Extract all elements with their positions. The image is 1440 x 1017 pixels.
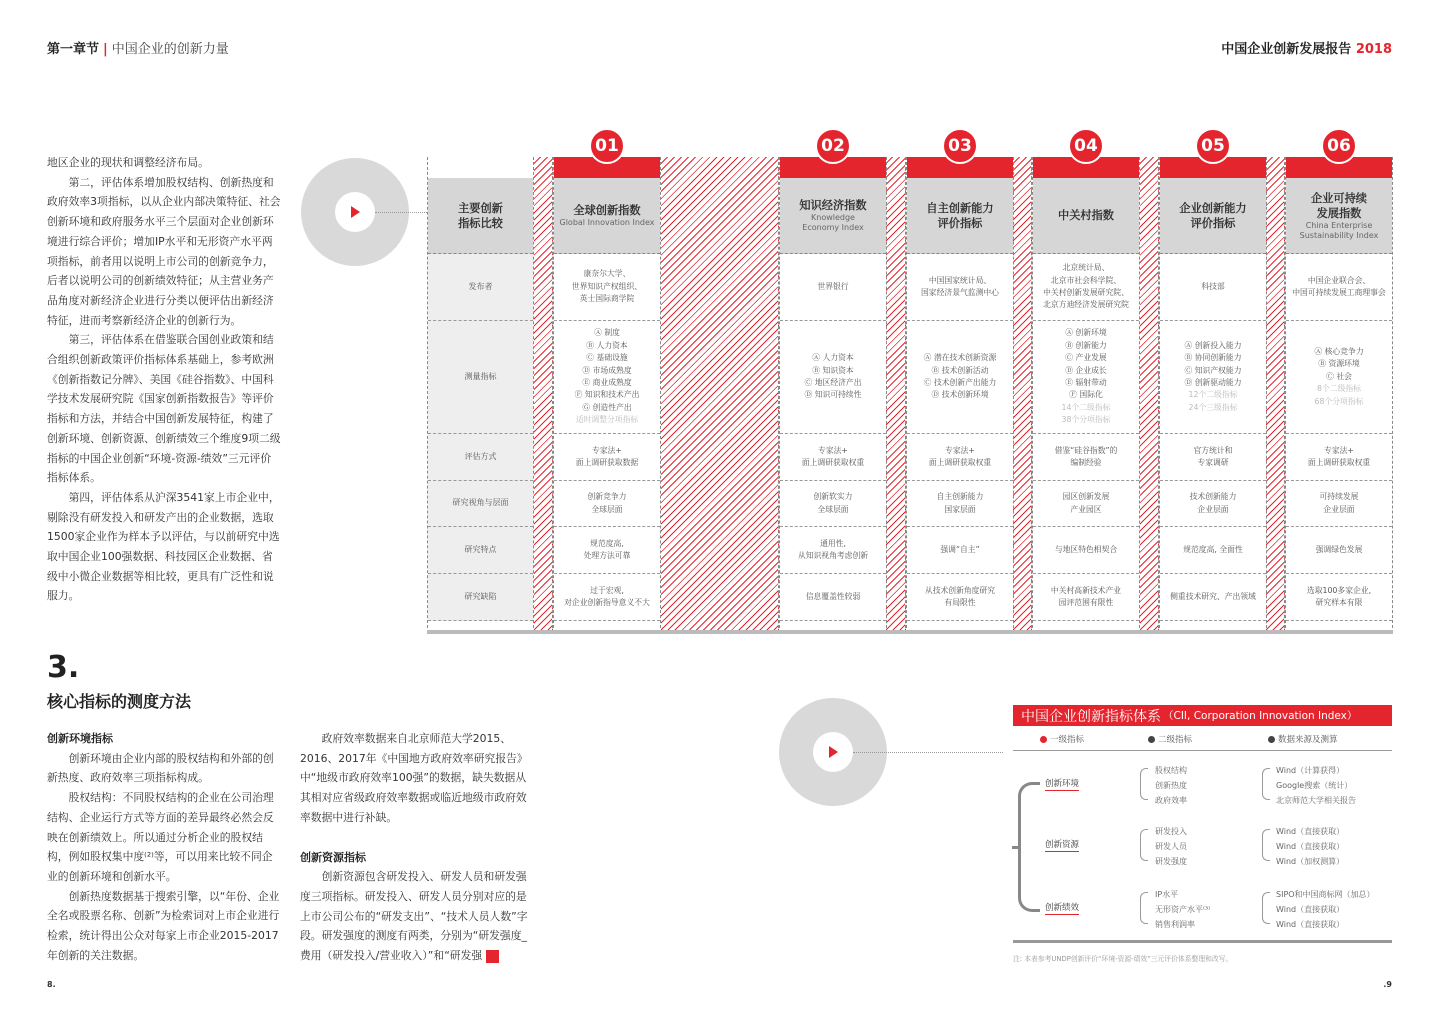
level1-indicator: 创新绩效	[1045, 903, 1080, 913]
measure-item: Ⓖ 创造性产出	[582, 402, 632, 412]
section3-col1	[47, 729, 281, 965]
index-number-badge: 05	[1195, 128, 1231, 164]
method-cell	[907, 434, 1013, 481]
main-bracket	[1018, 782, 1040, 912]
index-title-cell	[907, 178, 1013, 254]
measure-item: Ⓑ 知识资本	[812, 365, 854, 375]
index-title: 企业创新能力	[1179, 201, 1247, 215]
measure-item: Ⓒ 地区经济产出	[804, 378, 862, 387]
measure-item: Ⓒ 知识产权能力	[1184, 365, 1242, 375]
cell-line: 中国企业联合会、	[1307, 275, 1371, 285]
hatched-gap	[534, 157, 553, 633]
cell-line: 处理方法可靠	[583, 551, 631, 560]
cell-line: 侧重技术研究、产出领域	[1170, 591, 1256, 601]
row-label-column	[427, 157, 534, 633]
level2-item: 政府效率	[1155, 796, 1187, 805]
method-cell	[780, 434, 886, 481]
legend-source	[1268, 733, 1338, 745]
legend-level2	[1148, 733, 1192, 745]
legend-label: 二级指标	[1158, 735, 1193, 745]
cell-line: 研究样本有限	[1315, 598, 1363, 607]
publisher-cell	[1286, 254, 1392, 321]
level2-item: 股权结构	[1155, 766, 1187, 775]
measure-item: Ⓕ 知识和技术产出	[574, 390, 640, 400]
publisher-cell	[1160, 254, 1266, 321]
cell-line: 对企业创新指导意义不大	[564, 598, 650, 607]
index-title: 评价指标	[1190, 216, 1236, 230]
index-column	[1285, 157, 1393, 633]
play-icon	[351, 206, 360, 218]
source-list	[1276, 824, 1344, 869]
row-label	[428, 574, 533, 621]
index-title-cell	[1160, 178, 1266, 254]
measure-item: Ⓑ 资源环境	[1318, 359, 1360, 369]
cell-line: 过于宏观,	[590, 585, 624, 595]
index-title-en: Global Innovation Index	[559, 218, 655, 227]
connector-line	[853, 752, 1003, 753]
level2-item: 研发强度	[1155, 857, 1187, 866]
index-title: 自主创新能力	[926, 201, 994, 215]
method-cell	[1033, 434, 1139, 481]
measure-item: Ⓐ 潜在技术创新资源	[923, 353, 997, 363]
level2-bracket	[1140, 892, 1148, 924]
cii-title-en: （CII, Corporation Innovation Index）	[1163, 710, 1358, 722]
cell-line: 企业层面	[1323, 504, 1355, 514]
perspective-cell	[554, 481, 660, 527]
cell-line: 北京统计局、	[1062, 263, 1110, 273]
measure-item: Ⓒ 社会	[1326, 371, 1352, 381]
subheading-environment: 创新环境指标	[47, 732, 113, 745]
measure-item: Ⓑ 创新能力	[1065, 340, 1107, 350]
chapter-header	[47, 38, 229, 57]
level2-bracket	[1140, 768, 1148, 800]
cell-line: 北京市社会科学院、	[1050, 275, 1122, 285]
index-number-badge: 01	[589, 128, 625, 164]
source-item: Wind（直接获取）	[1276, 842, 1345, 851]
defect-cell	[1160, 574, 1266, 621]
legend-label: 一级指标	[1050, 735, 1085, 745]
cell-line: 规范度高,	[590, 538, 624, 548]
cell-line: 编制经验	[1070, 458, 1102, 467]
red-dot-icon	[1040, 736, 1047, 743]
section-title: 核心指标的测度方法	[47, 692, 192, 711]
source-item: Wind（直接获取）	[1276, 827, 1345, 836]
cell-line: 发布者	[468, 281, 493, 291]
dark-dot-icon	[1148, 736, 1155, 743]
bracket-tip	[1012, 846, 1018, 849]
measure-note: 12个二级指标	[1188, 390, 1238, 400]
measures-cell	[554, 321, 660, 434]
level2-item: 研发人员	[1155, 842, 1187, 851]
cell-line: 强调“自主”	[940, 544, 980, 554]
source-bracket	[1262, 829, 1270, 861]
feature-cell	[780, 527, 886, 574]
cell-line: 借鉴“硅谷指数”的	[1054, 445, 1118, 455]
level2-list	[1155, 887, 1210, 932]
publisher-cell	[780, 254, 886, 321]
feature-cell	[1286, 527, 1392, 574]
hatched-gap	[661, 157, 779, 633]
paragraph: 第四，评估体系从沪深3541家上市企业中，剔除没有研发投入和研发产出的企业数据，选取1500家企业作为样本予以评估，与以前研究中选取中国企业100强数据、科技园区企业数据、省级中小微企业数据等相比较，更具有广泛性和说服力。	[47, 490, 280, 603]
level2-item: 研发投入	[1155, 827, 1187, 836]
source-item: Google搜索（统计）	[1276, 781, 1353, 790]
index-title-en: Sustainability Index	[1299, 230, 1379, 240]
cell-line: 面上调研获取数据	[575, 458, 639, 467]
index-column	[906, 157, 1014, 633]
measure-item: Ⓐ 人力资本	[812, 353, 854, 363]
index-number-badge: 02	[815, 128, 851, 164]
index-title-cell	[1286, 178, 1392, 254]
measures-cell	[1033, 321, 1139, 434]
level2-bracket	[1140, 829, 1148, 861]
chapter-label: 第一章节	[47, 42, 100, 57]
footnote: 注: 本表参考UNDP创新评价“环境-资源-绩效”三元评价体系整理和改写。	[1013, 955, 1233, 963]
index-title-cell	[554, 178, 660, 254]
level2-list	[1155, 824, 1187, 869]
section3-col2	[300, 729, 534, 966]
report-year: 2018	[1355, 42, 1392, 57]
row-label	[428, 254, 533, 321]
source-item: SIPO和中国商标网（加总）	[1276, 890, 1375, 899]
cell-line: 面上调研获取权重	[801, 458, 865, 467]
measure-item: Ⓑ 技术创新活动	[931, 365, 989, 375]
cell-line: 评估方式	[464, 451, 497, 461]
index-title-en: China Enterprise	[1305, 220, 1373, 230]
play-button[interactable]	[335, 192, 375, 232]
paragraph: 创新资源包含研发投入、研发人员和研发强度三项指标。研发投入、研发人员分别对应的是上市公司公布的“研发支出”、“技术人员人数”字段。研发强度的测度有两类，分别为“研发强度_费用（研发投入/营业收入）”和“研发强	[300, 870, 528, 963]
row-header-line: 指标比较	[458, 216, 503, 230]
method-cell	[554, 434, 660, 481]
index-title-cell	[1033, 178, 1139, 254]
perspective-cell	[1286, 481, 1392, 527]
measures-cell	[907, 321, 1013, 434]
index-title: 中关村指数	[1058, 209, 1114, 222]
source-item: Wind（计算获得）	[1276, 766, 1345, 775]
play-icon	[829, 746, 838, 758]
measure-note: 14个二级指标	[1061, 402, 1111, 412]
row-label	[428, 481, 533, 527]
cell-line: 北京方迪经济发展研究院	[1043, 300, 1129, 310]
cell-line: 世界知识产权组织、	[571, 281, 643, 291]
feature-cell	[554, 527, 660, 574]
level2-item: 创新热度	[1155, 781, 1187, 790]
source-item: Wind（直接获取）	[1276, 920, 1345, 929]
perspective-cell	[780, 481, 886, 527]
level2-item: 销售利润率	[1155, 920, 1195, 929]
paragraph: 政府效率数据来自北京师范大学2015、2016、2017年《中国地方政府效率研究报告》中“地级市政府效率100强”的数据，缺失数据从其相对应省级政府效率数据或临近地级市政府效率数据中进行补缺。	[300, 732, 528, 824]
cell-line: 可持续发展	[1319, 492, 1359, 502]
cell-line: 园评范围有限性	[1058, 598, 1114, 607]
index-title: 评价指标	[937, 216, 983, 230]
index-title: 全球创新指数	[573, 204, 641, 217]
cell-line: 世界银行	[817, 281, 849, 291]
cell-line: 全球层面	[591, 504, 623, 514]
measure-item: Ⓓ 企业成长	[1065, 365, 1107, 375]
legend-rule	[1013, 750, 1392, 751]
cii-title-bar	[1013, 705, 1392, 726]
measure-item: Ⓐ 制度	[594, 328, 620, 338]
cell-line: 面上调研获取权重	[928, 458, 992, 467]
perspective-cell	[907, 481, 1013, 527]
left-text-column	[47, 153, 281, 606]
measure-note: 8个二级指标	[1317, 384, 1361, 394]
paragraph: 第三，评估体系在借鉴联合国创业政策和结合组织创新政策评价指标体系基础上，参考欧洲《创新指数记分牌》、美国《硅谷指数》、中国科学技术发展研究院《国家创新指数报告》等评价指标和方法，并结合中国创新发展特征，构建了创新环境、创新资源、创新绩效三个维度9项二级指标的中国企业创新“环境-资源-绩效”三元评价指标体系。	[47, 333, 281, 485]
cell-line: 全球层面	[817, 504, 849, 514]
index-title: 发展指数	[1316, 206, 1362, 220]
paragraph: 创新热度数据基于搜索引擎，以“年份、企业全名或股票名称、创新”为检索词对上市企业进行检索，统计得出公众对每家上市企业2015-2017年创新的关注数据。	[47, 889, 280, 962]
page-number-left: 8.	[47, 980, 56, 989]
cell-line: 从技术创新角度研究	[924, 585, 996, 595]
measure-item: Ⓐ 创新投入能力	[1184, 340, 1242, 350]
cell-line: 康奈尔大学、	[583, 269, 631, 279]
index-number-badge: 03	[942, 128, 978, 164]
hatched-gap	[1013, 157, 1032, 633]
defect-cell	[1033, 574, 1139, 621]
cell-line: 中国国家统计局、	[928, 275, 992, 285]
level2-list	[1155, 763, 1187, 808]
source-bracket	[1262, 768, 1270, 800]
cell-line: 研究缺陷	[464, 591, 497, 601]
feature-cell	[1160, 527, 1266, 574]
measure-item: Ⓔ 商业成熟度	[582, 378, 632, 387]
source-list	[1276, 887, 1375, 932]
hatched-gap	[1266, 157, 1285, 633]
source-list	[1276, 763, 1356, 808]
dark-dot-icon	[1268, 736, 1275, 743]
cell-line: 国家经济景气监测中心	[921, 288, 999, 297]
index-title-en: Economy Index	[802, 223, 864, 232]
chapter-subtitle: 中国企业的创新力量	[111, 42, 229, 57]
defect-cell	[780, 574, 886, 621]
level2-item: 无形资产水平⁽³⁾	[1155, 905, 1211, 914]
measure-note: 24个三级指标	[1188, 402, 1238, 412]
source-bracket	[1262, 892, 1270, 924]
index-title-en: Knowledge	[811, 213, 855, 222]
hatched-gap	[886, 157, 906, 633]
source-item: Wind（直接获取）	[1276, 905, 1345, 914]
feature-cell	[1033, 527, 1139, 574]
cell-line: 中国可持续发展工商理事会	[1292, 288, 1386, 297]
measure-note: 38个分项指标	[1061, 415, 1111, 425]
cell-line: 选取100多家企业,	[1306, 585, 1372, 595]
cell-line: 科技部	[1201, 281, 1225, 291]
measures-cell	[1286, 321, 1392, 434]
cell-line: 与地区特色相契合	[1054, 544, 1118, 554]
row-label	[428, 434, 533, 481]
row-header-line: 主要创新	[458, 201, 503, 215]
level2-item: IP水平	[1155, 890, 1179, 899]
index-number-badge: 06	[1321, 128, 1357, 164]
measure-item: Ⓕ 国际化	[1069, 390, 1103, 400]
cell-line: 创新软实力	[813, 492, 853, 502]
measure-item: Ⓒ 基础设施	[586, 353, 628, 363]
index-title-cell	[780, 178, 886, 254]
measure-item: Ⓑ 协同创新能力	[1184, 353, 1242, 363]
cell-line: 有局限性	[944, 598, 976, 607]
cell-line: 研究视角与层面	[452, 498, 509, 508]
perspective-cell	[1160, 481, 1266, 527]
cell-line: 专家法+	[945, 445, 975, 455]
level1-indicator: 创新环境	[1045, 779, 1080, 789]
defect-cell	[1286, 574, 1392, 621]
row-label	[428, 527, 533, 574]
cell-line: 通用性,	[820, 538, 846, 548]
defect-cell	[554, 574, 660, 621]
cell-line: 专家法+	[592, 445, 622, 455]
perspective-cell	[1033, 481, 1139, 527]
cell-line: 创新竞争力	[587, 492, 627, 502]
index-title: 企业可持续	[1311, 191, 1367, 205]
cell-line: 专家法+	[818, 445, 848, 455]
paragraph: 第二，评估体系增加股权结构、创新热度和政府效率3项指标，以从企业内部决策特征、社会创新环境和政府服务水平三个层面对企业创新环境进行综合评价；增加IP水平和无形资产水平两项指标，前者用以说明上市公司的创新竞争力，后者以说明公司的创新绩效特征；从主营业务产品角度对新经济企业进行分类以便评估出新经济特征，进而考察新经济企业的创新行为。	[47, 175, 281, 327]
cell-line: 从知识视角考虑创新	[797, 551, 869, 560]
cii-title: 中国企业创新指标体系	[1021, 708, 1161, 725]
feature-cell	[907, 527, 1013, 574]
index-number-badge: 04	[1068, 128, 1104, 164]
measure-item: Ⓓ 市场成熟度	[582, 365, 632, 375]
measures-cell	[1160, 321, 1266, 434]
index-title: 知识经济指数	[799, 199, 867, 212]
cell-line: 产业园区	[1070, 504, 1102, 514]
legend-label: 数据来源及测算	[1278, 735, 1338, 745]
cell-line: 研究特点	[464, 544, 497, 554]
measure-item: Ⓒ 产业发展	[1065, 353, 1107, 363]
cii-bottom-rule	[1013, 940, 1392, 943]
hatched-gap	[1140, 157, 1159, 633]
paragraph: 地区企业的现状和调整经济布局。	[47, 156, 209, 169]
divider: |	[103, 42, 108, 57]
measures-cell	[780, 321, 886, 434]
measure-item: Ⓓ 创新驱动能力	[1184, 378, 1242, 387]
row-label	[428, 321, 533, 434]
index-column	[779, 157, 887, 633]
continue-arrow-icon[interactable]	[486, 950, 499, 963]
cell-line: 专家法+	[1324, 445, 1354, 455]
cell-line: 自主创新能力	[936, 492, 984, 502]
subheading-resources: 创新资源指标	[300, 850, 366, 864]
measure-item: Ⓒ 技术创新产出能力	[923, 378, 997, 387]
cell-line: 信息覆盖性较弱	[805, 591, 861, 601]
table-bottom-rule	[427, 630, 1393, 634]
measure-note: 68个分项指标	[1314, 396, 1364, 406]
play-button[interactable]	[813, 732, 853, 772]
cell-line: 测量指标	[464, 371, 497, 381]
page-number-right: .9	[1383, 980, 1392, 989]
red-bar	[428, 157, 533, 178]
measure-item: Ⓐ 创新环境	[1065, 328, 1107, 338]
paragraph: 股权结构：不同股权结构的企业在公司治理结构、企业运行方式等方面的差异最终必然会反映在创新绩效上。所以通过分析企业的股权结构，例如股权集中度⁽²⁾等，可以用来比较不同企业的创新环境和创新水平。	[47, 791, 274, 883]
cell-line: 中关村创新发展研究院、	[1043, 288, 1129, 297]
cell-line: 官方统计和	[1193, 445, 1233, 455]
method-cell	[1160, 434, 1266, 481]
measure-note: 适时调整分项指标	[575, 415, 639, 425]
level1-indicator: 创新资源	[1045, 840, 1080, 850]
cell-line: 技术创新能力	[1189, 492, 1237, 502]
cell-line: 规范度高, 全面性	[1183, 544, 1243, 554]
paragraph: 创新环境由企业内部的股权结构和外部的创新热度、政府效率三项指标构成。	[47, 751, 274, 785]
cell-line: 中关村高新技术产业	[1050, 585, 1122, 595]
cell-line: 国家层面	[944, 504, 976, 514]
measure-item: Ⓐ 核心竞争力	[1314, 346, 1364, 356]
measure-item: Ⓓ 技术创新环境	[931, 390, 989, 400]
cell-line: 企业层面	[1197, 504, 1229, 514]
legend-level1	[1040, 733, 1084, 745]
publisher-cell	[554, 254, 660, 321]
defect-cell	[907, 574, 1013, 621]
row-header	[428, 178, 533, 254]
cell-line: 强调绿色发展	[1315, 544, 1363, 554]
connector-line	[375, 212, 427, 213]
method-cell	[1286, 434, 1392, 481]
source-item: 北京师范大学相关报告	[1276, 796, 1356, 805]
cell-line: 英士国际商学院	[579, 294, 635, 304]
cell-line: 面上调研获取权重	[1307, 458, 1371, 467]
index-column	[1159, 157, 1267, 633]
report-title: 中国企业创新发展报告	[1221, 42, 1352, 57]
cell-line: 园区创新发展	[1062, 492, 1110, 502]
source-item: Wind（加权测算）	[1276, 857, 1345, 866]
measure-item: Ⓑ 人力资本	[586, 340, 628, 350]
publisher-cell	[1033, 254, 1139, 321]
report-header	[1221, 38, 1392, 57]
index-column	[553, 157, 661, 633]
cell-line: 专家调研	[1197, 458, 1229, 467]
measure-item: Ⓓ 知识可持续性	[804, 390, 862, 400]
measure-item: Ⓔ 辐射带动	[1065, 378, 1107, 387]
index-column	[1032, 157, 1140, 633]
publisher-cell	[907, 254, 1013, 321]
section-number: 3.	[47, 650, 80, 685]
